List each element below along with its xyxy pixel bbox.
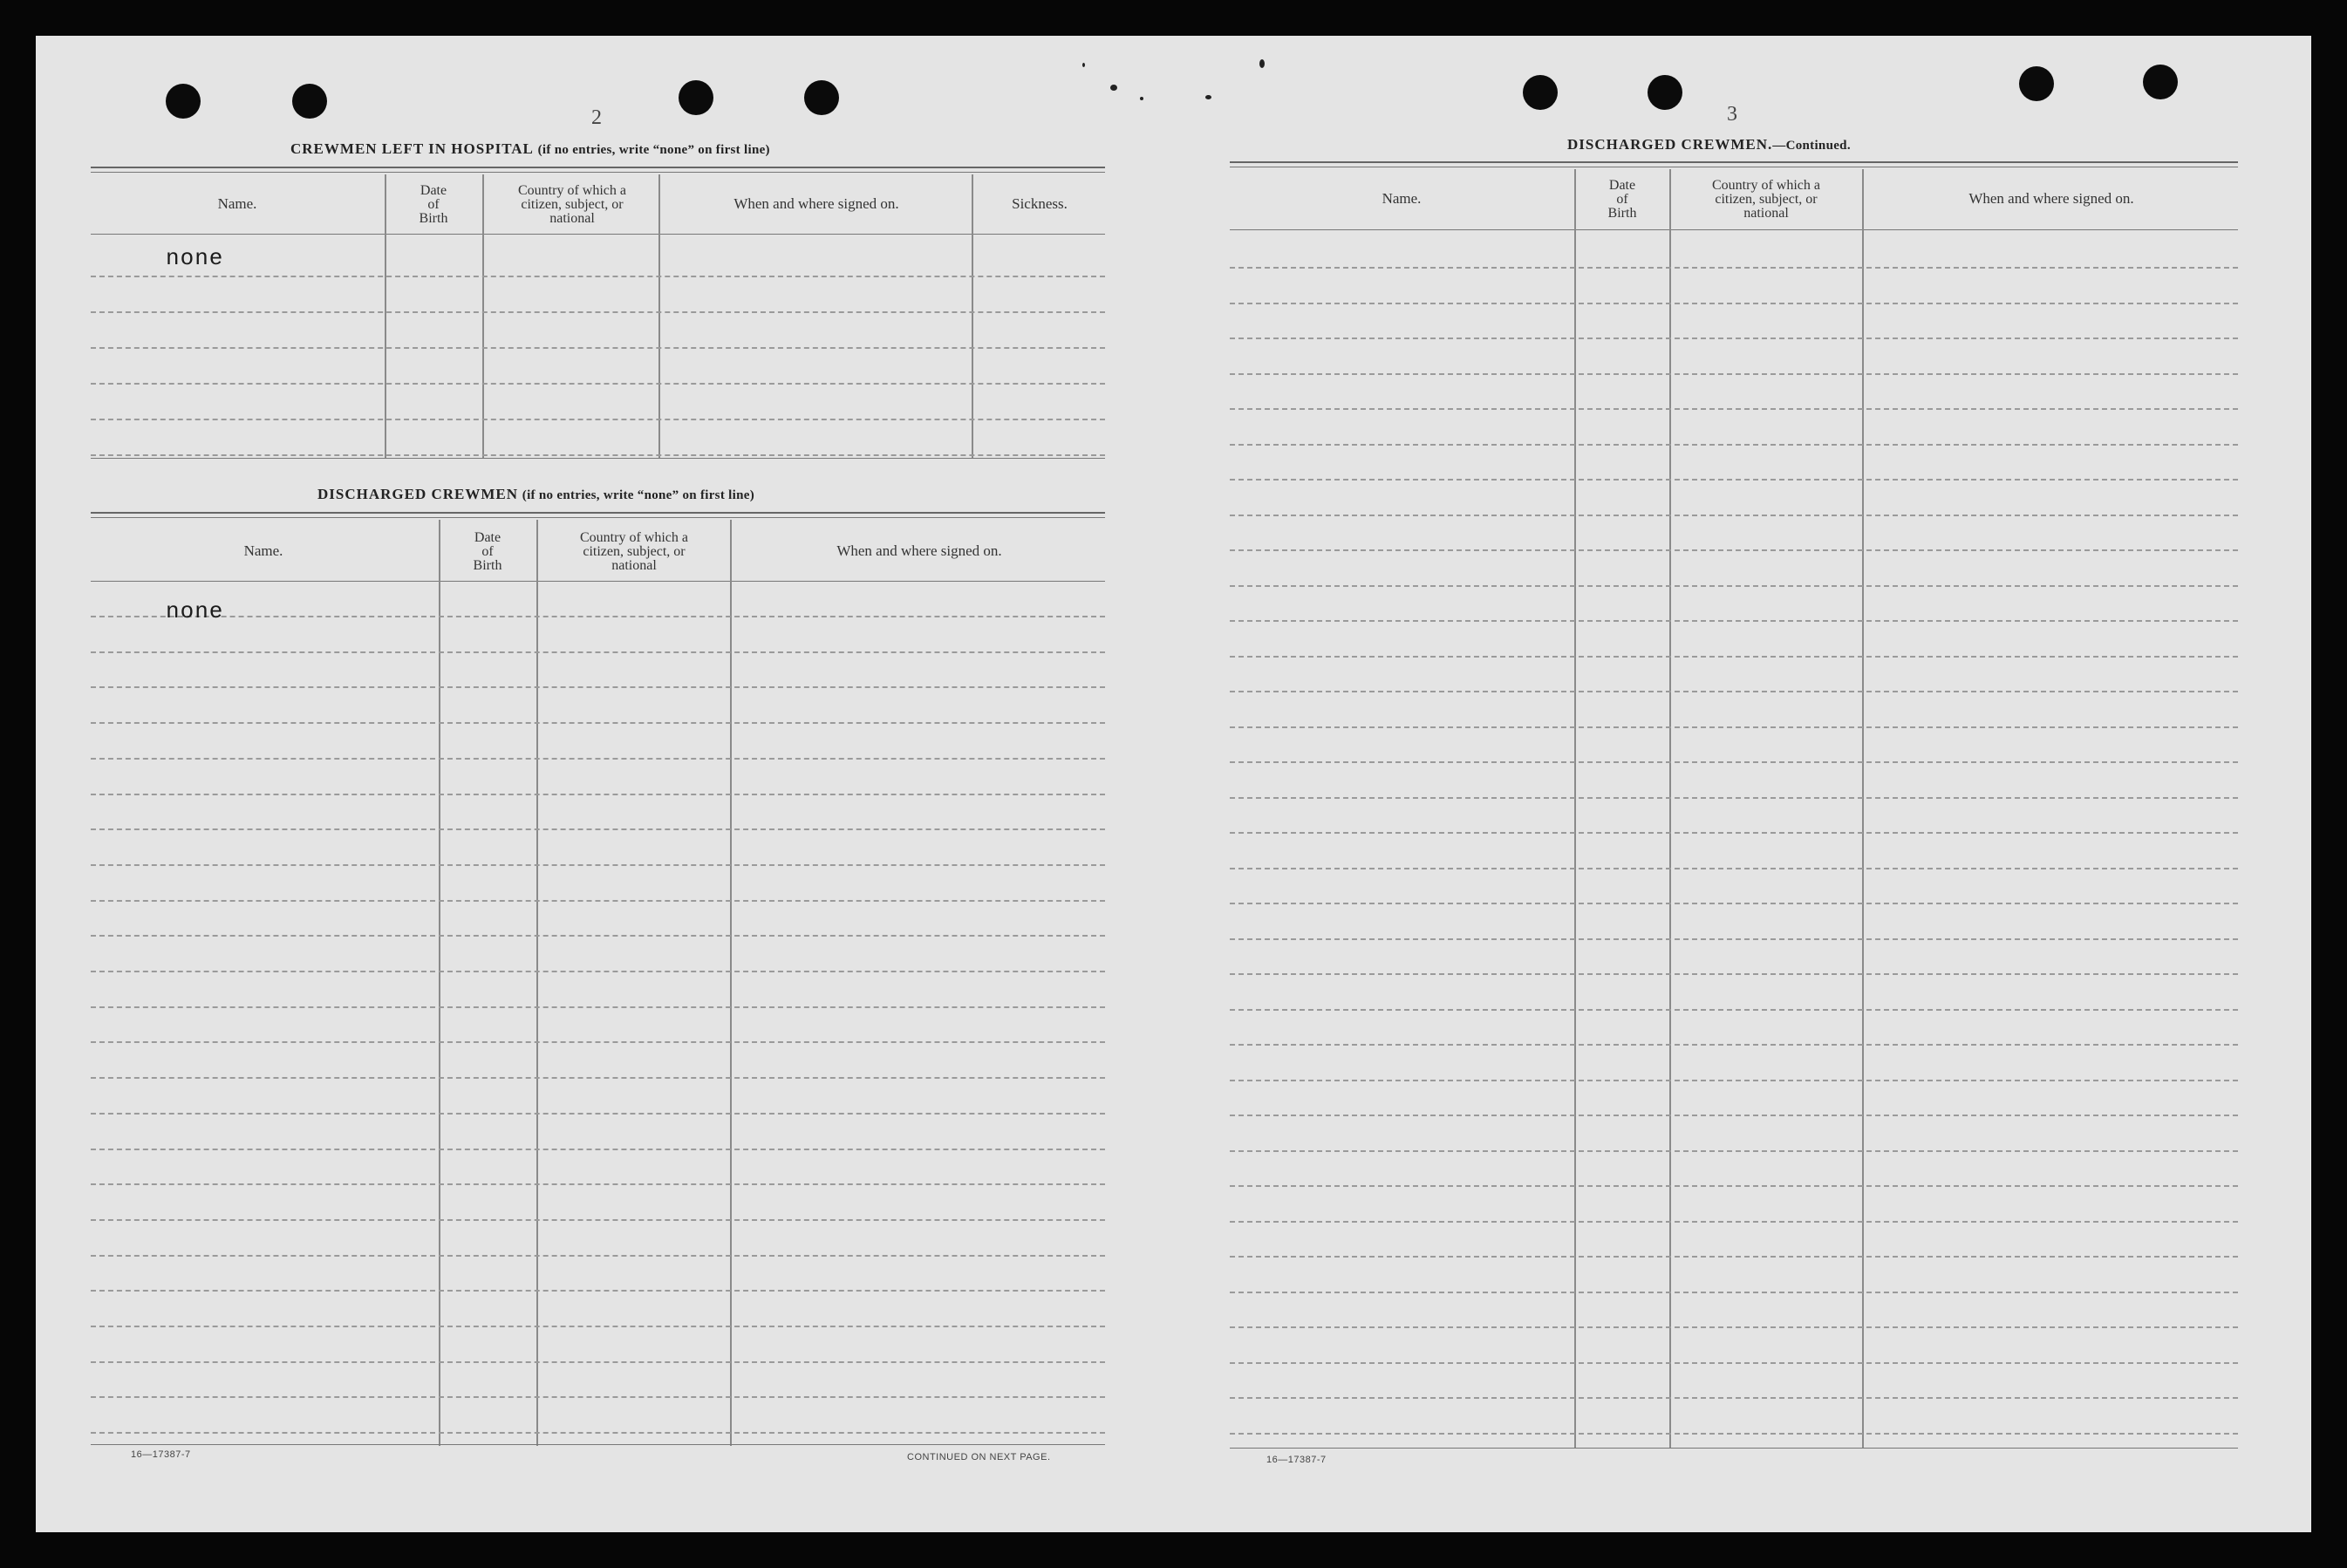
column-header-dob [385,178,481,232]
ruled-line [1230,726,2238,728]
header-label: Name. [243,542,283,559]
ruled-line [1230,1185,2238,1187]
header-label: Name. [1382,189,1422,207]
ruled-line [91,900,1105,902]
ruled-line [1230,515,2238,516]
ruled-line [1230,1326,2238,1328]
header-label: When and where signed on. [836,542,1002,559]
ruled-line [1230,408,2238,410]
header-label: Name. [217,194,257,212]
hospital-section-title [290,140,770,158]
ruled-line [91,419,1105,420]
header-label: Country of which a [580,530,688,545]
ruled-line [91,1077,1105,1079]
header-label: Birth [1607,206,1637,221]
hospital-entry-none: none [166,245,224,271]
page-number: 3 [1727,103,1737,126]
ruled-line [1230,444,2238,446]
header-label: Country of which a [1712,178,1820,193]
column-header-name [91,523,436,577]
ruled-line [91,616,1105,617]
header-label: Date [474,530,501,545]
ruled-line [1230,868,2238,869]
section-bottom-rule [1230,1448,2238,1449]
ruled-line [91,347,1105,349]
punch-hole [804,80,839,115]
section-note: —Continued. [1772,139,1851,153]
ruled-line [1230,1256,2238,1258]
ruled-line [91,1113,1105,1115]
column-header-name [91,176,384,230]
dust-speck [1205,95,1211,99]
ruled-line [91,758,1105,760]
ruled-line [1230,691,2238,692]
ruled-line [1230,973,2238,975]
section-heading: DISCHARGED CREWMEN [317,486,519,502]
column-divider [658,174,660,458]
header-label: of [427,197,440,212]
ruled-line [1230,373,2238,375]
header-label: Date [1608,178,1636,193]
header-label: Date [420,183,447,198]
ruled-line [91,383,1105,385]
ruled-line [1230,1009,2238,1011]
punch-hole [166,84,201,119]
ruled-line [1230,479,2238,481]
ruled-line [91,971,1105,972]
section-rule [91,167,1105,173]
ruled-line [1230,337,2238,339]
ruled-line [1230,797,2238,799]
header-label: Sickness. [1012,194,1068,212]
column-header-dob [1577,173,1668,227]
ruled-line [91,276,1105,277]
ruled-line [1230,1433,2238,1435]
column-header-country [539,525,729,579]
punch-hole [1523,75,1558,110]
ruled-line [1230,1115,2238,1116]
punch-hole [292,84,327,119]
ruled-line [91,1006,1105,1008]
header-label: of [1616,192,1628,207]
header-label: Birth [473,558,502,573]
column-divider [439,520,440,1446]
column-divider [972,174,973,458]
ruled-line [91,935,1105,937]
dust-speck [1140,97,1143,100]
column-header-sickness [973,176,1106,230]
ruled-line [91,1432,1105,1434]
column-divider [482,174,484,458]
ruled-line [1230,1044,2238,1046]
header-label: national [611,558,657,573]
dust-speck [1259,59,1265,68]
ruled-line [91,454,1105,456]
ruled-line [91,794,1105,795]
ruled-line [1230,1362,2238,1364]
section-rule [91,512,1105,518]
form-number: 16—17387-7 [131,1449,191,1460]
ruled-line [1230,1150,2238,1152]
ruled-line [91,1219,1105,1221]
ruled-line [1230,620,2238,622]
header-label: Birth [419,211,448,226]
column-header-name [1230,171,1573,225]
ruled-line [1230,267,2238,269]
header-label: citizen, subject, or [1715,192,1818,207]
ruled-line [1230,832,2238,834]
section-bottom-rule [91,458,1105,459]
ruled-line [91,722,1105,724]
column-header-signed-on [1865,171,2238,225]
section-heading: CREWMEN LEFT IN HOSPITAL [290,140,534,157]
header-label: Country of which a [518,183,626,198]
dust-speck [1110,85,1117,91]
ruled-line [91,311,1105,313]
ruled-line [1230,1080,2238,1081]
column-header-signed-on [733,523,1106,577]
section-note: (if no entries, write “none” on first line) [537,143,770,157]
ruled-line [1230,549,2238,551]
punch-hole [2019,66,2054,101]
ruled-line [91,1290,1105,1292]
column-divider [536,520,538,1446]
ruled-line [91,1326,1105,1327]
header-rule [1230,229,2238,230]
form-number: 16—17387-7 [1266,1455,1327,1465]
ruled-line [1230,585,2238,587]
header-label: of [481,544,494,559]
column-divider [730,520,732,1446]
header-rule [91,234,1105,235]
header-label: citizen, subject, or [521,197,624,212]
ruled-line [91,686,1105,688]
column-header-signed-on [661,176,972,230]
header-label: citizen, subject, or [583,544,686,559]
punch-hole [2143,65,2178,99]
column-header-dob [440,525,536,579]
section-bottom-rule [91,1444,1105,1445]
ruled-line [1230,656,2238,658]
ruled-line [1230,1221,2238,1223]
ruled-line [91,651,1105,653]
ruled-line [1230,303,2238,304]
punch-hole [679,80,713,115]
section-heading: DISCHARGED CREWMEN. [1567,136,1773,153]
column-header-country [1671,173,1861,227]
ruled-line [1230,761,2238,763]
dust-speck [1082,63,1085,67]
page-number: 2 [591,106,602,129]
discharged-continued-title [1567,136,1851,153]
ruled-line [1230,903,2238,904]
header-label: national [549,211,595,226]
ruled-line [91,1041,1105,1043]
header-label: national [1743,206,1789,221]
ruled-line [1230,938,2238,940]
document-sheet [36,36,2311,1532]
header-rule [91,581,1105,582]
ruled-line [1230,1292,2238,1293]
ruled-line [91,1183,1105,1185]
ruled-line [1230,1397,2238,1399]
section-rule [1230,161,2238,167]
punch-hole [1648,75,1682,110]
column-header-country [485,178,659,232]
header-label: When and where signed on. [1968,189,2134,207]
ruled-line [91,1361,1105,1363]
ruled-line [91,1149,1105,1150]
ruled-line [91,864,1105,866]
discharged-section-title [317,486,754,503]
discharged-entry-none: none [166,598,224,624]
ruled-line [91,828,1105,830]
continued-note: CONTINUED ON NEXT PAGE. [907,1452,1051,1462]
header-label: When and where signed on. [733,194,899,212]
section-note: (if no entries, write “none” on first line) [522,488,754,502]
ruled-line [91,1396,1105,1398]
ruled-line [91,1255,1105,1257]
column-divider [385,174,386,458]
